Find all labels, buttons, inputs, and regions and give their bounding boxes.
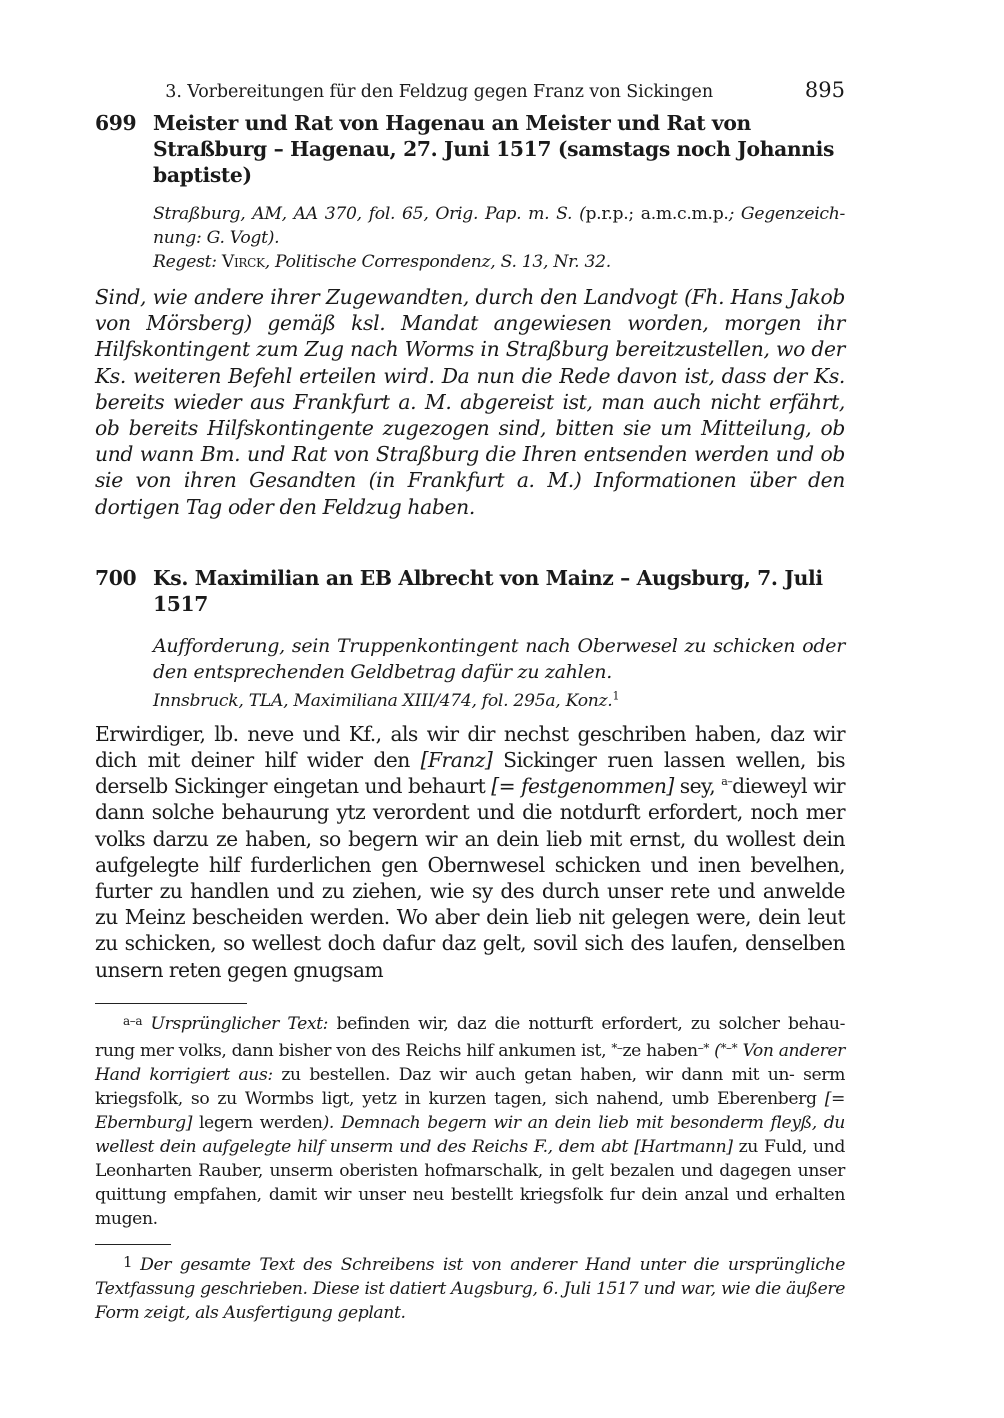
entry-699-title: Meister und Rat von Hagenau an Meister und Rat von Straßburg – Hagenau, 27. Juni 1517 (samstags noch Johannis baptiste) bbox=[153, 111, 835, 187]
entry-699-number: 699 bbox=[95, 111, 137, 135]
entry-699-source: Straßburg, AM, AA 370, fol. 65, Orig. Pap. m. S. (p.r.p.; a.m.c.m.p.; Gegenzeich- nung: G. Vogt). bbox=[153, 204, 845, 248]
entry-700-heading bbox=[95, 565, 845, 617]
running-title: 3. Vorbereitungen für den Feldzug gegen Franz von Sickingen bbox=[165, 82, 713, 102]
entry-700-title: Ks. Maximilian an EB Albrecht von Mainz – Augsburg, 7. Juli 1517 bbox=[153, 565, 823, 616]
document-page bbox=[95, 78, 845, 1325]
page-number: 895 bbox=[804, 78, 845, 102]
footnote-divider-short bbox=[95, 1244, 171, 1245]
entry-700-number: 700 bbox=[95, 565, 137, 590]
entry-699-regest: Regest: Virck, Politische Correspondenz, S. 13, Nr. 32. bbox=[153, 252, 611, 272]
footnote-divider bbox=[95, 1003, 247, 1004]
footnote-1: 1 Der gesamte Text des Schreibens ist von anderer Hand unter die ursprüngliche Textfassung geschrieben. Diese ist datiert Augsburg, 6. Juli 1517 und war, wie die äußere Form zeigt, als Ausfertigung geplant. bbox=[95, 1252, 845, 1323]
entry-700-source: Innsbruck, TLA, Maximiliana XIII/474, fol. 295a, Konz.$^1$ bbox=[153, 689, 620, 711]
entry-700-body: Erwirdiger, lb. neve und Kf., als wir dir nechst geschriben haben, daz wir dich mit deiner hilf wider den [Franz] Sickinger ruen lassen wellen, bis derselb Sickinger eingetan und behaurt [= festgenommen] sey, $^{a-}$dieweyl wir dann solche behaurung ytz verordent und die notdurft erfordert, noch mer volks darzu ze haben, so begern wir an dein lieb mit ernst, du wollest dein aufgelegte hilf furderlichen gen Obernwesel schicken und inen bevelhen, furter zu handlen und zu ziehen, wie sy des durch unser rete und anwelde zu Meinz bescheiden werden. Wo aber dein lieb nit gelegen were, dein leut zu schicken, so wellest doch dafur daz gelt, sovil sich des laufen, denselben unsern reten gegen gnugsam bbox=[95, 721, 846, 982]
running-header bbox=[95, 78, 845, 110]
entry-699-heading bbox=[95, 110, 845, 188]
footnote-1-reference: 1 bbox=[612, 689, 620, 703]
entry-700-summary: Aufforderung, sein Truppenkontingent nach Oberwesel zu schicken oder den entsprechenden Geldbetrag dafür zu zahlen. bbox=[153, 634, 845, 683]
footnote-a: $^{a-a}$ Ursprünglicher Text: befinden wir, daz die notturft erfordert, zu solcher behau- rung mer volks, dann bisher von des Reichs hilf ankumen ist, *–ze haben–* (*–* Von anderer Hand korrigiert aus: zu bestellen. Daz wir auch getan haben, wir dann mit un- serm kriegsfolk, so zu Wormbs ligt, yetz in kurzen tagen, sich nahend, umb Eberenberg [= Ebernburg] legern werden). Demnach begern wir an dein lieb mit besonderm fleyß, du wellest dein aufgelegte hilf unserm und des Reichs F., dem abt [Hartmann] zu Fuld, und Leonharten Rauber, unserm oberisten hofmarschalk, in gelt bezalen und dagegen unser quittung empfahen, damit wir unser neu bestellt kriegsfolk fur dein anzal und erhalten mugen. bbox=[95, 1013, 845, 1229]
variant-a-reference: a– bbox=[721, 775, 733, 789]
entry-699-summary: Sind, wie andere ihrer Zugewandten, durch den Landvogt (Fh. Hans Jakob von Mörsberg) gemäß ksl. Mandat angewiesen worden, morgen ihr Hilfskontingent zum Zug nach Worms in Straßburg bereitzustellen, wo der Ks. weiteren Befehl erteilen wird. Da nun die Rede davon ist, dass der Ks. bereits wieder aus Frankfurt a. M. abgereist ist, man auch nicht erfährt, ob bereits Hilfskontingente zugezogen sind, bitten sie um Mitteilung, ob und wann Bm. und Rat von Straßburg die Ihren entsenden werden und ob sie von ihren Gesandten (in Frankfurt a. M.) Informationen über den dortigen Tag oder den Feldzug haben. bbox=[95, 285, 845, 519]
